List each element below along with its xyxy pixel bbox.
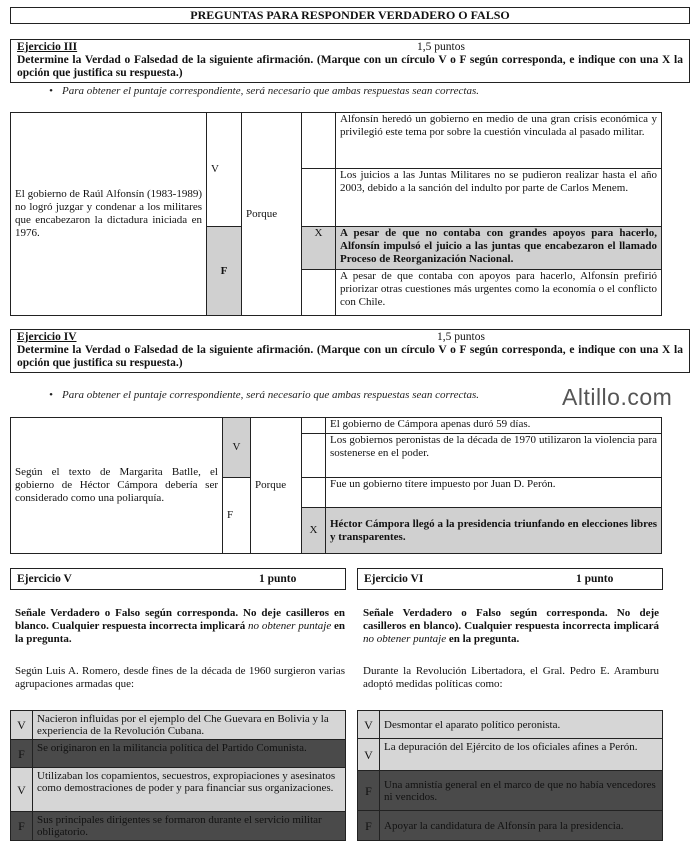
exercise-4-porque: Porque <box>251 418 302 554</box>
answer-text: Utilizaban los copamientos, secuestros, expropiaciones y asesinatos como demostraciones de poder y para financiar sus organizaciones. <box>33 768 346 812</box>
exercise-3-name: Ejercicio III <box>17 41 78 53</box>
answer-text: Una amnistía general en el marco de que no había vencedores ni vencidos. <box>380 771 663 811</box>
exercise-4-option-2-mark[interactable] <box>302 434 326 478</box>
exercise-4-statement: Según el texto de Margarita Batlle, el gobierno de Héctor Cámpora debería ser considerado como una poliarquía. <box>11 418 223 554</box>
answer-letter[interactable]: V <box>358 739 380 771</box>
answer-letter[interactable]: V <box>11 711 33 740</box>
exercise-3-option-4-mark[interactable] <box>302 270 336 316</box>
exercise-3-false-option[interactable]: F <box>207 227 242 316</box>
exercise-3-points: 1,5 puntos <box>417 41 465 53</box>
exercise-6-header <box>357 568 663 590</box>
exercise-3-porque: Porque <box>242 113 302 316</box>
exercise-3-option-1: Alfonsín heredó un gobierno en medio de una gran crisis económica y privilegió este tema por sobre la cuestión vinculada al pasado militar. <box>336 113 662 169</box>
exercise-3-option-2: Los juicios a las Juntas Militares no se pudieron realizar hasta el año 2003, debido a la sanción del indulto por parte de Carlos Menem. <box>336 169 662 227</box>
exercise-6-points: 1 punto <box>576 573 614 585</box>
table-row <box>11 740 346 768</box>
exercise-3-instruction: Determine la Verdad o Falsedad de la siguiente afirmación. (Marque con un círculo V o F según corresponda, e indique con una X la opción que justifica su respuesta.) <box>17 54 683 79</box>
exercise-4-false-option[interactable]: F <box>223 478 251 554</box>
exercise-3-true-option[interactable]: V <box>207 113 242 227</box>
exercise-4-option-4: Héctor Cámpora llegó a la presidencia triunfando en elecciones libres y transparentes. <box>326 508 662 554</box>
answer-letter[interactable]: V <box>358 711 380 739</box>
table-row <box>11 768 346 812</box>
table-row <box>11 812 346 841</box>
exercise-4-option-3: Fue un gobierno títere impuesto por Juan D. Perón. <box>326 478 662 508</box>
table-row <box>358 711 663 739</box>
exercise-6-intro: Durante la Revolución Libertadora, el Gral. Pedro E. Aramburu adoptó medidas políticas como: <box>363 665 659 690</box>
exercise-4-name: Ejercicio IV <box>17 331 77 343</box>
answer-text: La depuración del Ejército de los oficiales afines a Perón. <box>380 739 663 771</box>
answer-letter[interactable]: F <box>11 812 33 841</box>
exercise-5-table <box>10 710 346 841</box>
exercise-3-table <box>10 112 662 316</box>
exercise-6-name: Ejercicio VI <box>364 573 424 585</box>
exercise-6-table <box>357 710 663 841</box>
exercise-5-instruction: Señale Verdadero o Falso según corresponda. No deje casilleros en blanco. Cualquier respuesta incorrecta implicará no obtener puntaje en la pregunta. <box>15 607 346 645</box>
exercise-3-option-2-mark[interactable] <box>302 169 336 227</box>
answer-text: Apoyar la candidatura de Alfonsín para la presidencia. <box>380 811 663 841</box>
exercise-3-option-3: A pesar de que no contaba con grandes apoyos para hacerlo, Alfonsín impulsó el juicio a las juntas que encabezaron el llamado Proceso de Reorganización Nacional. <box>336 227 662 270</box>
bullet-icon: • <box>49 389 53 401</box>
answer-text: Se originaron en la militancia política del Partido Comunista. <box>33 740 346 768</box>
exercise-3-option-4: A pesar de que contaba con apoyos para hacerlo, Alfonsín prefirió priorizar otras cuestiones más urgentes como la economía o el conflicto con Chile. <box>336 270 662 316</box>
answer-letter[interactable]: F <box>358 811 380 841</box>
exercise-6-instruction: Señale Verdadero o Falso según corresponda. No deje casilleros en blanco). Cualquier respuesta incorrecta implicará no obtener puntaje en la pregunta. <box>363 607 659 645</box>
exercise-3-header <box>10 39 690 83</box>
answer-text: Nacieron influidas por el ejemplo del Che Guevara en Bolivia y la experiencia de la Revolución Cubana. <box>33 711 346 740</box>
exercise-5-name: Ejercicio V <box>17 573 72 585</box>
exercise-4-table <box>10 417 662 554</box>
answer-letter[interactable]: F <box>11 740 33 768</box>
exercise-4-true-option[interactable]: V <box>223 418 251 478</box>
exercise-4-note: • Para obtener el puntaje correspondiente, será necesario que ambas respuestas sean correctas. <box>40 389 560 402</box>
exercise-5-header <box>10 568 346 590</box>
page-title: PREGUNTAS PARA RESPONDER VERDADERO O FALSO <box>10 7 690 24</box>
exercise-4-header <box>10 329 690 373</box>
exercise-3-note: • Para obtener el puntaje correspondiente, será necesario que ambas respuestas sean correctas. <box>40 85 680 98</box>
table-row <box>358 811 663 841</box>
exercise-4-points: 1,5 puntos <box>437 331 485 343</box>
exercise-5-intro: Según Luis A. Romero, desde fines de la década de 1960 surgieron varias agrupaciones armadas que: <box>15 665 345 690</box>
exercise-5-points: 1 punto <box>259 573 297 585</box>
bullet-icon: • <box>49 85 53 97</box>
exercise-3-statement: El gobierno de Raúl Alfonsín (1983-1989) no logró juzgar y condenar a los militares que encabezaron la dictadura iniciada en 1976. <box>11 113 207 316</box>
answer-letter[interactable]: F <box>358 771 380 811</box>
exercise-4-option-1-mark[interactable] <box>302 418 326 434</box>
answer-text: Sus principales dirigentes se formaron durante el servicio militar obligatorio. <box>33 812 346 841</box>
exercise-3-option-3-mark[interactable]: X <box>302 227 336 270</box>
exercise-4-option-1: El gobierno de Cámpora apenas duró 59 días. <box>326 418 662 434</box>
table-row <box>358 771 663 811</box>
exercise-4-option-3-mark[interactable] <box>302 478 326 508</box>
exercise-4-instruction: Determine la Verdad o Falsedad de la siguiente afirmación. (Marque con un círculo V o F según corresponda, e indique con una X la opción que justifica su respuesta.) <box>17 344 683 369</box>
exercise-4-option-2: Los gobiernos peronistas de la década de 1970 utilizaron la violencia para sostenerse en el poder. <box>326 434 662 478</box>
answer-text: Desmontar el aparato político peronista. <box>380 711 663 739</box>
exercise-3-option-1-mark[interactable] <box>302 113 336 169</box>
answer-letter[interactable]: V <box>11 768 33 812</box>
watermark-logo: Altillo.com <box>562 384 673 410</box>
exercise-4-option-4-mark[interactable]: X <box>302 508 326 554</box>
table-row <box>358 739 663 771</box>
table-row <box>11 711 346 740</box>
